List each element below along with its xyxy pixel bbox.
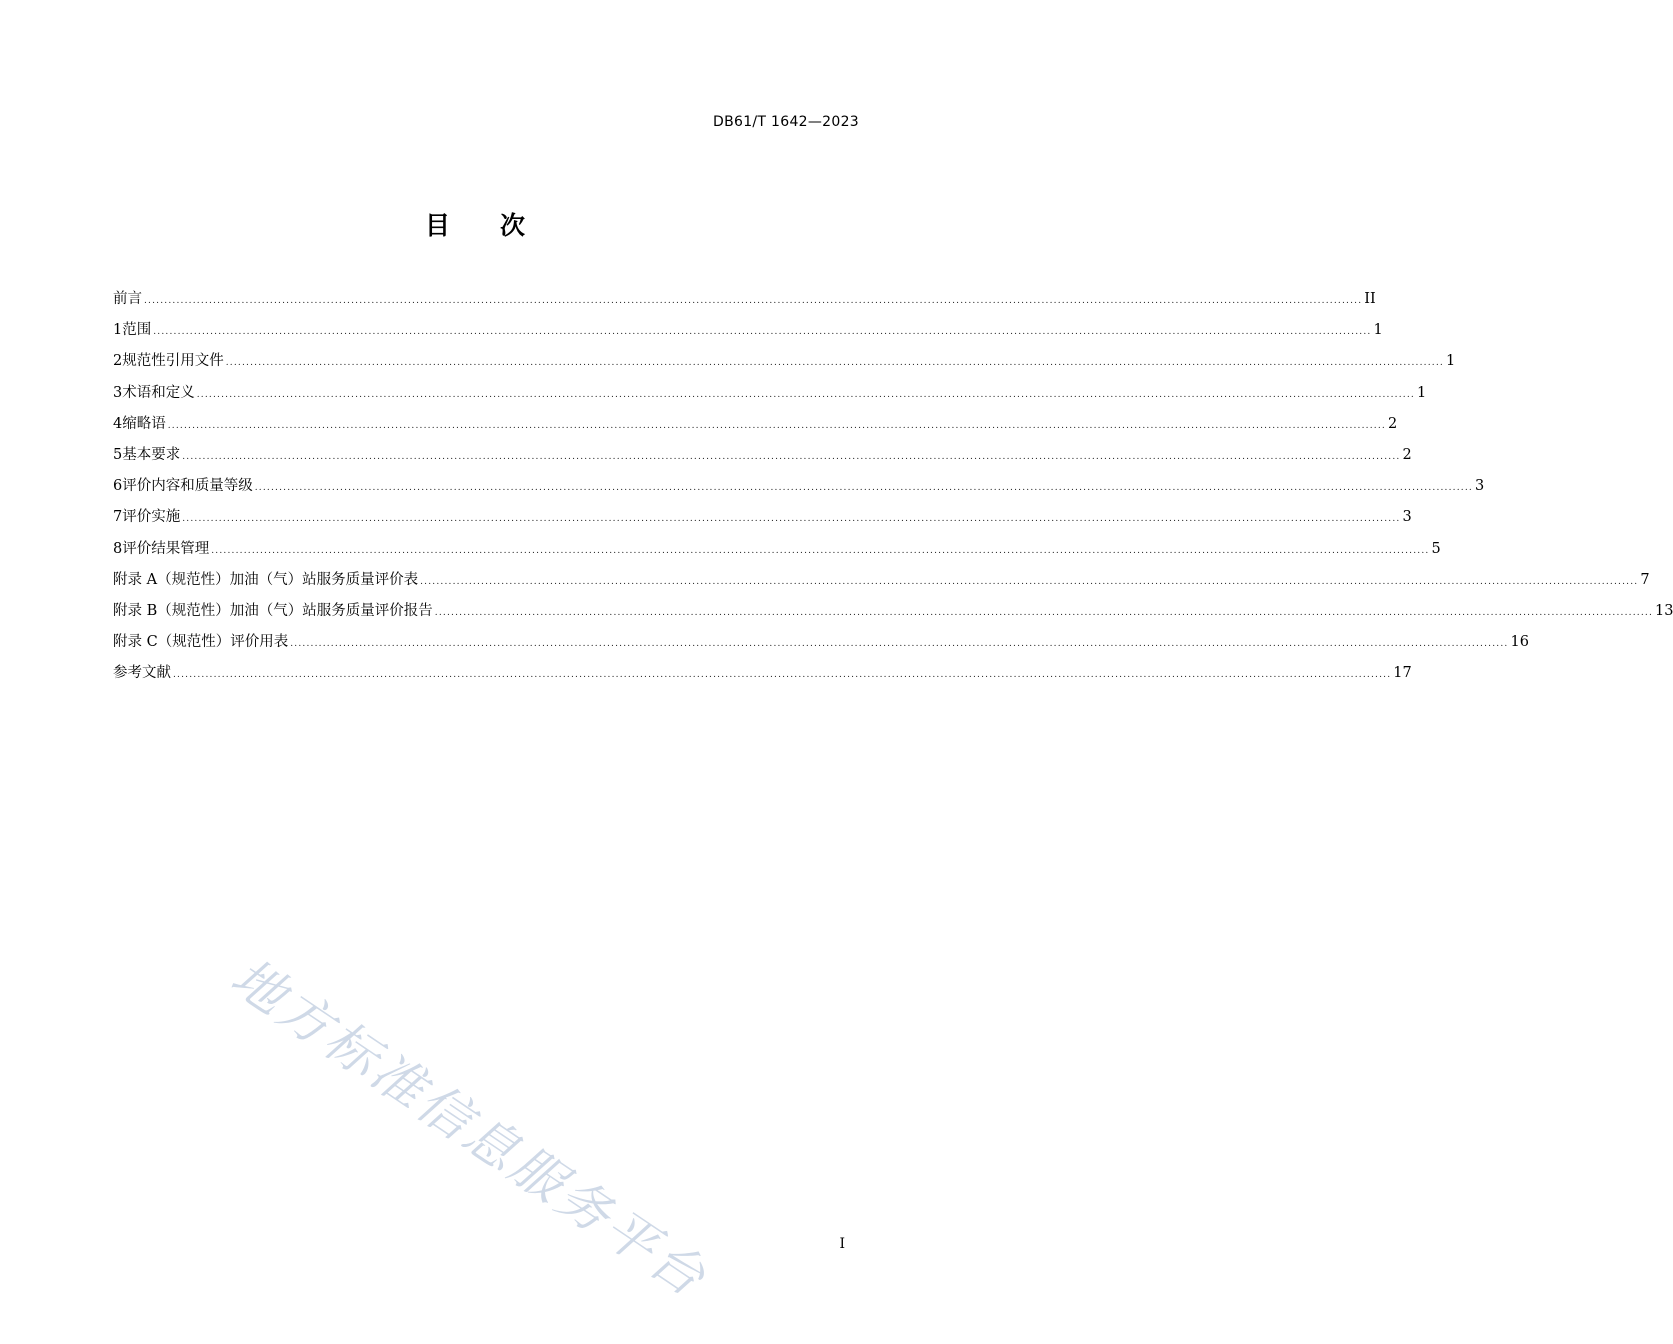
- toc-entry-label: 附录 A（规范性）加油（气）站服务质量评价表: [113, 571, 419, 588]
- toc-leader-dots: ............................................................................................................................................................................................................................................................................................................: [144, 296, 1363, 306]
- toc-leader-dots: ............................................................................................................................................................................................................................................................................................................: [211, 545, 1430, 556]
- toc-title-left: 目: [424, 211, 450, 240]
- toc-entry-page: 13: [1655, 602, 1673, 619]
- toc-entry-label: 附录 C（规范性）评价用表: [113, 634, 289, 651]
- toc-entry-label: 评价实施: [122, 509, 181, 526]
- toc-entry-page: 3: [1402, 509, 1412, 526]
- toc-leader-dots: ............................................................................................................................................................................................................................................................................................................: [182, 451, 1401, 462]
- toc-entry-page: 3: [1475, 478, 1485, 495]
- toc-leader-dots: ............................................................................................................................................................................................................................................................................................................: [434, 607, 1654, 618]
- toc-entry-4[interactable]: [113, 409, 1398, 440]
- toc-entry-page: II: [1364, 291, 1376, 307]
- toc-entry-page: 1: [1373, 322, 1383, 339]
- toc-entry-page: 5: [1431, 540, 1441, 557]
- toc-entry-label: 规范性引用文件: [122, 353, 224, 370]
- toc-entry-foreword[interactable]: [113, 284, 1376, 315]
- toc-leader-dots: ............................................................................................................................................................................................................................................................................................................: [167, 420, 1386, 431]
- toc-entry-number: 5: [113, 446, 123, 463]
- toc-entry-1[interactable]: [113, 315, 1383, 346]
- toc-entry-2[interactable]: [113, 346, 1456, 377]
- toc-entry-page: 17: [1393, 665, 1412, 682]
- toc-leader-dots: ............................................................................................................................................................................................................................................................................................................: [290, 639, 1509, 650]
- toc-entry-number: 7: [113, 509, 123, 526]
- toc-leader-dots: ............................................................................................................................................................................................................................................................................................................: [196, 389, 1415, 400]
- toc-entry-label: 缩略语: [122, 415, 166, 432]
- toc-entry-number: 1: [113, 322, 123, 339]
- toc-entry-appendix-a[interactable]: [113, 565, 1650, 596]
- toc-entry-label: 基本要求: [122, 446, 181, 463]
- toc-entry-appendix-b[interactable]: [113, 596, 1673, 627]
- page-number: I: [839, 1236, 845, 1252]
- toc-leader-dots: ............................................................................................................................................................................................................................................................................................................: [182, 514, 1401, 525]
- toc-leader-dots: ............................................................................................................................................................................................................................................................................................................: [225, 358, 1444, 369]
- toc-entry-page: 2: [1388, 415, 1398, 432]
- toc-entry-number: 2: [113, 353, 123, 370]
- toc-leader-dots: ............................................................................................................................................................................................................................................................................................................: [254, 483, 1473, 494]
- toc-entry-label: 前言: [113, 291, 142, 307]
- toc-leader-dots: ............................................................................................................................................................................................................................................................................................................: [173, 670, 1392, 681]
- toc-leader-dots: ............................................................................................................................................................................................................................................................................................................: [153, 327, 1372, 338]
- toc-entry-page: 7: [1640, 571, 1650, 588]
- toc-title-right: 次: [500, 211, 526, 240]
- standard-code: DB61/T 1642—2023: [713, 114, 859, 130]
- toc-entry-5[interactable]: [113, 440, 1412, 471]
- toc-entry-references[interactable]: [113, 658, 1412, 689]
- toc-entry-label: 附录 B（规范性）加油（气）站服务质量评价报告: [113, 602, 433, 619]
- toc-leader-dots: ............................................................................................................................................................................................................................................................................................................: [420, 576, 1639, 587]
- toc-entry-page: 16: [1510, 634, 1529, 651]
- toc-entry-page: 1: [1417, 384, 1427, 401]
- toc-title: [0, 206, 950, 242]
- toc-list: [113, 284, 1673, 689]
- toc-entry-label: 评价内容和质量等级: [122, 478, 253, 495]
- toc-entry-number: 6: [113, 478, 123, 495]
- toc-entry-label: 参考文献: [113, 665, 171, 682]
- toc-entry-number: 3: [113, 384, 123, 401]
- toc-entry-page: 1: [1446, 353, 1456, 370]
- toc-entry-label: 术语和定义: [122, 384, 195, 401]
- toc-entry-3[interactable]: [113, 378, 1427, 409]
- toc-entry-7[interactable]: [113, 502, 1412, 533]
- toc-entry-label: 范围: [122, 322, 152, 339]
- toc-entry-6[interactable]: [113, 471, 1485, 502]
- toc-entry-number: 8: [113, 540, 123, 557]
- toc-entry-8[interactable]: [113, 534, 1441, 565]
- toc-entry-number: 4: [113, 415, 123, 432]
- toc-entry-page: 2: [1402, 446, 1412, 463]
- watermark: 地方标准信息服务平台: [220, 947, 718, 1311]
- toc-entry-label: 评价结果管理: [122, 540, 210, 557]
- toc-entry-appendix-c[interactable]: [113, 627, 1529, 658]
